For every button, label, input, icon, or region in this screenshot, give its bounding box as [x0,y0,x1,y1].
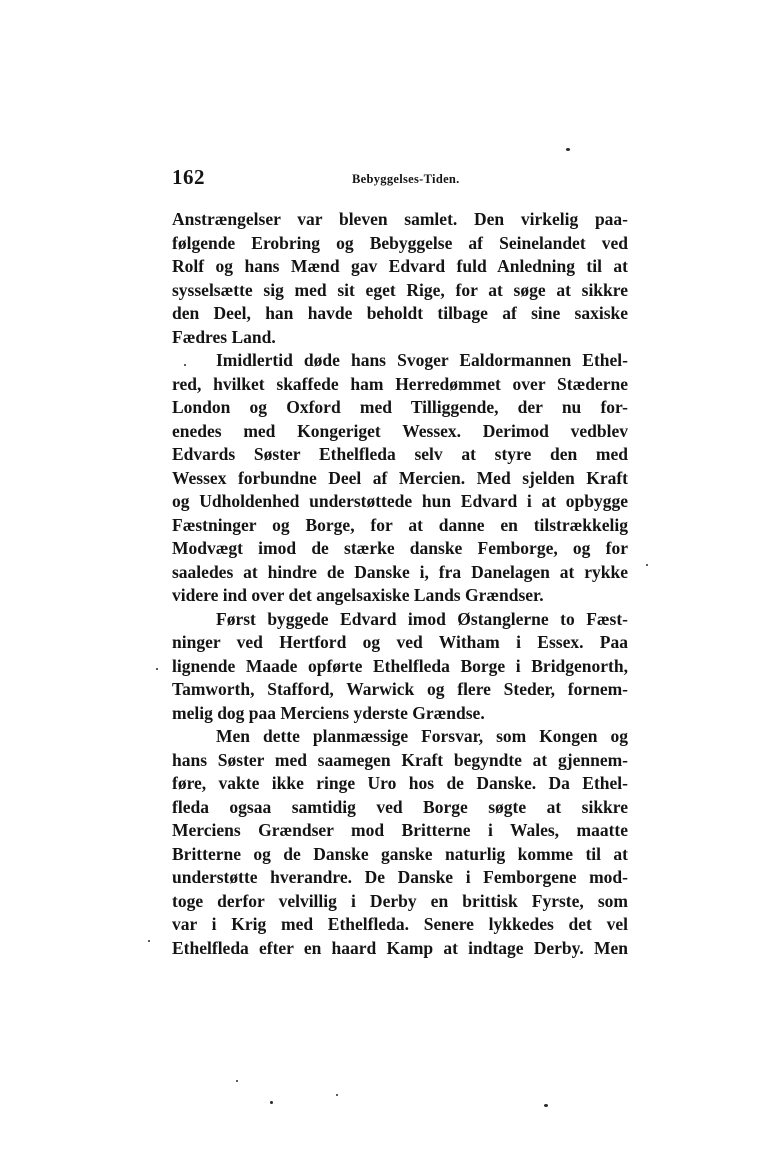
text-line: London og Oxford med Tilliggende, der nu for- [172,397,628,417]
text-line: Britterne og de Danske ganske naturlig komme til at [172,843,628,864]
text-line: Imidlertid døde hans Svoger Ealdormannen Ethel- [216,350,628,370]
text-line: følgende Erobring og Bebyggelse af Seinelandet ved [172,232,628,253]
text-line: fleda ogsaa samtidig ved Borge søgte at sikkre [172,796,628,817]
body-text [172,208,628,960]
text-line: føre, vakte ikke ringe Uro hos de Danske. Da Ethel- [172,773,628,793]
scan-speck [184,364,186,366]
text-line: Rolf og hans Mænd gav Edvard fuld Anledning til at [172,256,628,276]
text-line: Tamworth, Stafford, Warwick og flere Steder, fornem- [172,679,628,699]
scan-speck [566,148,570,151]
paragraph-2 [172,349,628,608]
scan-speck [270,1101,273,1104]
text-line: Anstrængelser var bleven samlet. Den virkelig paa- [172,209,628,229]
running-title: Bebyggelses-Tiden. [352,172,460,186]
text-line: og Udholdenhed understøttede hun Edvard i at opbygge [172,491,628,511]
text-line: hans Søster med saamegen Kraft begyndte at gjennem- [172,749,628,770]
paragraph-4 [172,725,628,960]
text-line: sysselsætte sig med sit eget Rige, for at søge at sikkre [172,279,628,300]
text-line: Merciens Grændser mod Britterne i Wales, maatte [172,820,628,840]
text-line: var i Krig med Ethelfleda. Senere lykkedes det vel [172,914,628,934]
text-line: Ethelfleda efter en haard Kamp at indtage Derby. Men [172,937,628,958]
scan-speck [156,668,158,670]
paragraph-1 [172,208,628,349]
scan-speck [236,1080,238,1082]
text-line: Edvards Søster Ethelfleda selv at styre den med [172,444,628,464]
text-line: Fæstninger og Borge, for at danne en tilstrækkelig [172,514,628,535]
paragraph-3 [172,608,628,726]
scan-speck [544,1104,548,1107]
text-line: understøtte hverandre. De Danske i Femborgene mod- [172,867,628,887]
text-line: saaledes at hindre de Danske i, fra Danelagen at rykke [172,561,628,582]
scan-speck [646,564,648,566]
text-line: Fædres Land. [172,326,276,347]
text-line: red, hvilket skaffede ham Herredømmet over Stæderne [172,373,628,394]
scan-speck [148,940,150,942]
text-line: enedes med Kongeriget Wessex. Derimod vedblev [172,420,628,441]
page-number: 162 [172,165,205,189]
text-line: ninger ved Hertford og ved Witham i Essex. Paa [172,632,628,652]
text-line: videre ind over det angelsaxiske Lands Grændser. [172,585,544,605]
scan-speck [336,1094,338,1096]
text-line: toge derfor velvillig i Derby en brittisk Fyrste, som [172,890,628,911]
text-line: Men dette planmæssige Forsvar, som Kongen og [216,726,628,746]
text-line: Modvægt imod de stærke danske Femborge, og for [172,538,628,558]
text-line: den Deel, han havde beholdt tilbage af sine saxiske [172,303,628,323]
text-line: melig dog paa Merciens yderste Grændse. [172,702,485,723]
text-line: Først byggede Edvard imod Østanglerne to Fæst- [216,608,628,629]
text-line: lignende Maade opførte Ethelfleda Borge i Bridgenorth, [172,655,628,676]
text-line: Wessex forbundne Deel af Mercien. Med sjelden Kraft [172,467,628,488]
